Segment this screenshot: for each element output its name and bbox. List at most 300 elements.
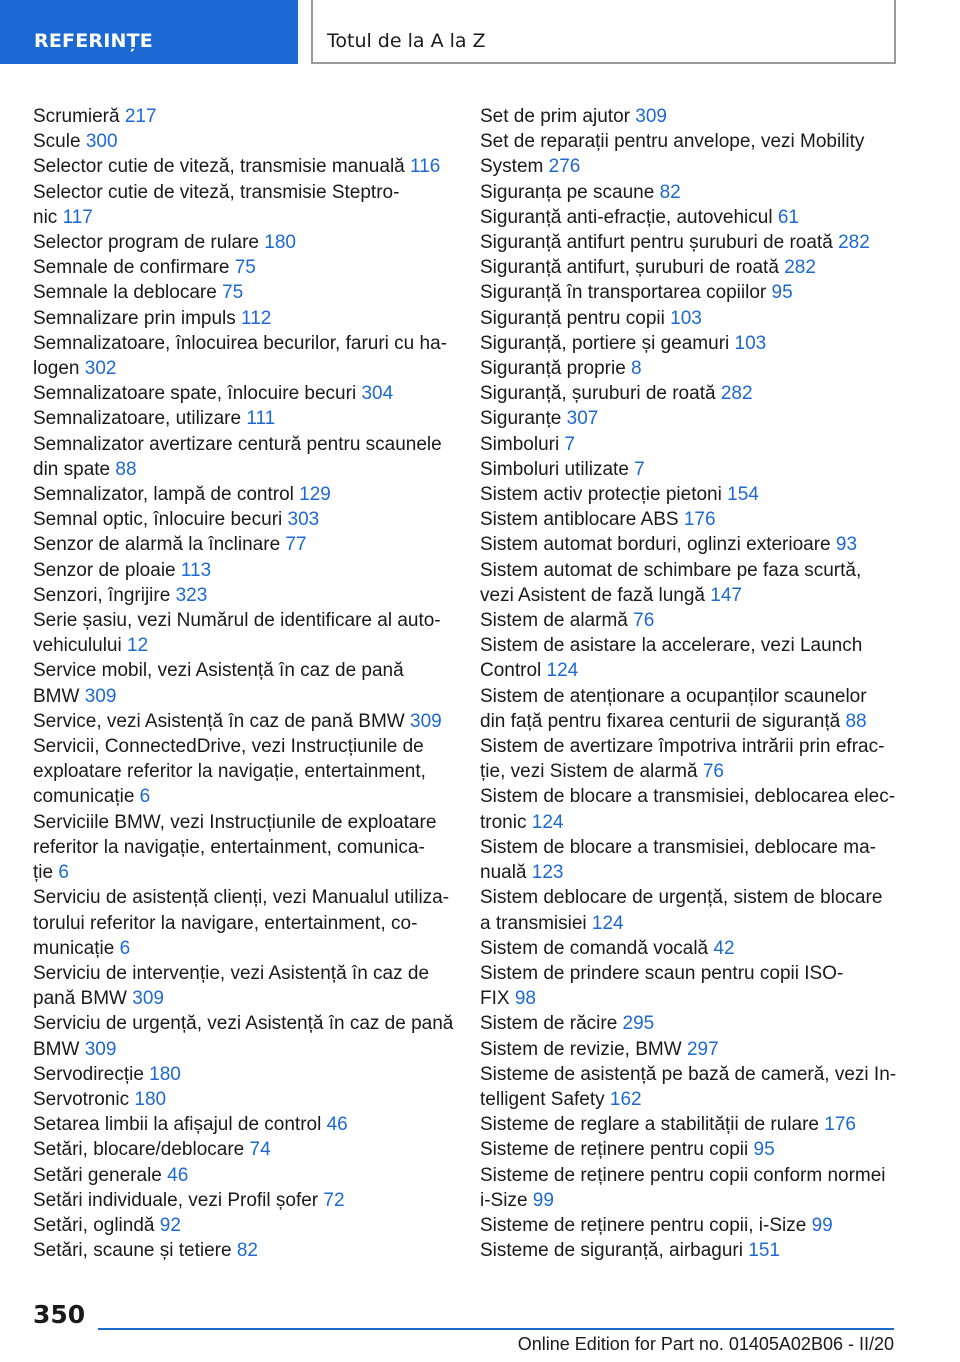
index-entry-line	[480, 1238, 900, 1263]
index-entry-line	[480, 432, 900, 457]
page-reference-link[interactable]: 282	[720, 383, 753, 405]
page-reference-link[interactable]: 6	[58, 862, 69, 884]
index-entry	[33, 558, 453, 583]
page-reference-link[interactable]: 176	[824, 1114, 856, 1136]
index-entry-text: vezi Asistent de fază lungă	[480, 584, 711, 606]
index-entry-line	[33, 406, 453, 431]
index-entry-text: nic	[33, 206, 63, 228]
index-entry	[33, 331, 453, 381]
index-entry	[480, 684, 900, 734]
index-entry-line	[33, 154, 453, 179]
index-entry-line	[33, 583, 453, 608]
index-entry	[480, 230, 900, 255]
index-entry-text: Sistem de asistare la accelerare, vezi Launch	[480, 635, 863, 657]
index-entry-text: Siguranță pentru copii	[480, 307, 671, 329]
index-entry-line	[480, 104, 900, 129]
index-entry	[480, 1163, 900, 1213]
index-entry-text: Sistem de atenționare a ocupanților scaunelor	[480, 685, 867, 707]
page-reference-link[interactable]: 276	[548, 156, 581, 178]
index-entry-line	[33, 532, 453, 557]
index-entry-text: Sistem de comandă vocală	[480, 937, 714, 959]
index-entry-text: Senzori, îngrijire	[33, 584, 176, 606]
page-reference-link[interactable]: 61	[777, 206, 799, 228]
index-entry-text: comunicație	[33, 786, 140, 808]
footer-divider	[98, 1328, 894, 1330]
index-entry-line	[480, 583, 900, 608]
index-entry-text: Siguranță în transportarea copiilor	[480, 282, 772, 304]
index-entry	[33, 230, 453, 255]
index-entry-line	[33, 961, 453, 986]
index-entry	[480, 381, 900, 406]
index-entry	[33, 1238, 453, 1263]
index-entry	[480, 432, 900, 457]
index-entry-text: a transmisiei	[480, 912, 592, 934]
index-entry	[480, 205, 900, 230]
index-entry-line	[33, 180, 453, 205]
index-entry-text: Simboluri utilizate	[480, 458, 635, 480]
index-entry	[480, 936, 900, 961]
page-reference-link[interactable]: 103	[734, 332, 767, 354]
page-reference-link[interactable]: 176	[683, 509, 716, 531]
index-entry-text: ție	[33, 862, 59, 884]
index-entry-text: Sisteme de reținere pentru copii conform normei	[480, 1164, 886, 1186]
index-entry-line	[480, 608, 900, 633]
index-entry-text: din spate	[33, 458, 116, 480]
index-entry-text: Setări individuale, vezi Profil șofer	[33, 1189, 324, 1211]
index-entry	[480, 457, 900, 482]
index-entry	[33, 885, 453, 961]
index-entry-text: i-Size	[480, 1189, 533, 1211]
page-reference-link[interactable]: 92	[159, 1214, 181, 1236]
index-entry-text: Siguranțe	[480, 408, 567, 430]
page-reference-link[interactable]: 113	[180, 559, 212, 581]
index-entry-text: Siguranță anti-efracție, autovehicul	[480, 206, 778, 228]
index-entry	[33, 255, 453, 280]
index-entry-text: Set de prim ajutor	[480, 106, 636, 127]
index-entry-line	[480, 759, 900, 784]
page-reference-link[interactable]: 309	[635, 106, 667, 127]
index-entry-line	[33, 835, 453, 860]
index-entry	[33, 1112, 453, 1137]
index-entry-text: Setări, blocare/deblocare	[33, 1139, 250, 1161]
index-entry	[33, 482, 453, 507]
index-entry-line	[33, 1087, 453, 1112]
index-entry-line	[33, 810, 453, 835]
index-entry-text: Selector cutie de viteză, transmisie manuală	[33, 156, 411, 178]
index-entry-line	[33, 633, 453, 658]
page-reference-link[interactable]: 323	[175, 584, 208, 606]
index-entry	[480, 1112, 900, 1137]
index-entry-line	[33, 230, 453, 255]
index-entry	[480, 482, 900, 507]
index-entry-text: Semnal optic, înlocuire becuri	[33, 509, 288, 531]
index-entry-text: Simboluri	[480, 433, 565, 455]
page-reference-link[interactable]: 77	[285, 534, 307, 556]
index-entry-text: logen	[33, 358, 85, 380]
index-entry-line	[480, 885, 900, 910]
index-entry-line	[480, 205, 900, 230]
index-entry	[480, 356, 900, 381]
index-entry-line	[480, 406, 900, 431]
index-entry	[480, 608, 900, 633]
index-entry	[33, 381, 453, 406]
index-entry-text: Setări, oglindă	[33, 1214, 160, 1236]
page-reference-link[interactable]: 309	[84, 1038, 117, 1060]
page-reference-link[interactable]: 303	[287, 509, 320, 531]
index-entry-line	[480, 180, 900, 205]
index-entry-text: Sistem antiblocare ABS	[480, 509, 684, 531]
index-entry-text: Serviciu de asistență clienți, vezi Manualul utiliza-	[33, 887, 450, 909]
page-reference-link[interactable]: 111	[246, 408, 276, 430]
page-reference-link[interactable]: 295	[622, 1013, 655, 1035]
index-entry-text: Control	[480, 660, 547, 682]
index-entry-line	[33, 381, 453, 406]
index-entry-text: Setarea limbii la afișajul de control	[33, 1114, 327, 1136]
page-reference-link[interactable]: 46	[167, 1164, 189, 1186]
index-entry-line	[480, 633, 900, 658]
index-entry	[33, 1188, 453, 1213]
index-entry-line	[480, 482, 900, 507]
index-entry	[480, 1037, 900, 1062]
index-entry-text: Sisteme de asistență pe bază de cameră, vezi In-	[480, 1063, 897, 1085]
index-entry-text: Semnalizator avertizare centură pentru scaunele	[33, 433, 442, 455]
index-entry-text: Semnale la deblocare	[33, 282, 223, 304]
page-reference-link[interactable]: 99	[532, 1189, 554, 1211]
header-title-box	[311, 0, 896, 64]
index-entry	[480, 104, 900, 129]
page-reference-link[interactable]: 151	[748, 1240, 780, 1262]
index-entry-line	[480, 1087, 900, 1112]
index-entry-line	[480, 1137, 900, 1162]
page-reference-link[interactable]: 95	[753, 1139, 775, 1161]
index-entry-line	[33, 356, 453, 381]
index-entry-line	[480, 154, 900, 179]
page-reference-link[interactable]: 217	[124, 106, 157, 127]
index-entry	[33, 583, 453, 608]
index-entry-line	[480, 709, 900, 734]
index-entry-line	[480, 532, 900, 557]
index-entry	[480, 1062, 900, 1112]
index-column-left	[33, 104, 453, 1263]
index-entry-text: Sistem activ protecție pietoni	[480, 484, 728, 506]
page-reference-link[interactable]: 282	[838, 232, 870, 254]
index-entry	[33, 658, 453, 708]
index-entry-line	[480, 911, 900, 936]
index-entry-text: Senzor de ploaie	[33, 559, 181, 581]
index-entry	[33, 280, 453, 305]
index-entry-text: Siguranță antifurt pentru șuruburi de roată	[480, 232, 839, 254]
page-reference-link[interactable]: 72	[323, 1189, 345, 1211]
page-reference-link[interactable]: 93	[835, 534, 858, 556]
index-entry-line	[480, 658, 900, 683]
page-reference-link[interactable]: 8	[631, 358, 642, 380]
page-reference-link[interactable]: 82	[659, 181, 681, 203]
page-reference-link[interactable]: 124	[546, 660, 579, 682]
page-reference-link[interactable]: 309	[132, 988, 164, 1010]
index-entry-line	[33, 255, 453, 280]
index-entry-text: exploatare referitor la navigație, entertainment,	[33, 761, 426, 783]
index-entry-line	[480, 1112, 900, 1137]
index-entry	[33, 1163, 453, 1188]
page-number: 350	[33, 1300, 86, 1329]
page-reference-link[interactable]: 304	[361, 383, 394, 405]
index-entry-text: Service mobil, vezi Asistență în caz de pană	[33, 660, 404, 682]
page-reference-link[interactable]: 6	[119, 937, 131, 959]
index-entry	[480, 280, 900, 305]
page-reference-link[interactable]: 309	[410, 710, 442, 732]
index-entry-text: Sisteme de siguranță, airbaguri	[480, 1240, 749, 1262]
footer-edition	[282, 1334, 894, 1355]
index-entry-text: Sistem de răcire	[480, 1013, 623, 1035]
page-reference-link[interactable]: 112	[241, 307, 272, 329]
page-reference-link[interactable]: 74	[249, 1139, 271, 1161]
index-entry	[33, 306, 453, 331]
index-entry-text: Scule	[33, 131, 86, 153]
index-entry	[480, 961, 900, 1011]
index-entry-line	[33, 104, 453, 129]
index-entry-text: vehiculului	[33, 635, 127, 657]
index-entry	[480, 633, 900, 683]
page-reference-link[interactable]: 7	[564, 433, 576, 455]
index-entry-text: Sistem de revizie, BMW	[480, 1038, 687, 1060]
index-entry	[33, 810, 453, 886]
index-entry	[480, 180, 900, 205]
index-entry-line	[33, 507, 453, 532]
index-entry-line	[33, 280, 453, 305]
index-entry-text: Sistem de blocare a transmisiei, deblocarea elec-	[480, 786, 896, 808]
index-entry-line	[480, 810, 900, 835]
index-entry-text: Scrumieră	[33, 106, 125, 127]
index-entry-line	[33, 457, 453, 482]
index-entry	[480, 532, 900, 557]
index-entry-line	[33, 911, 453, 936]
page-reference-link[interactable]: 124	[591, 912, 624, 934]
index-entry	[480, 406, 900, 431]
index-entry	[33, 1137, 453, 1162]
page-reference-link[interactable]: 76	[702, 761, 724, 783]
index-entry-text: Selector cutie de viteză, transmisie Steptro-	[33, 181, 400, 203]
index-entry	[33, 129, 453, 154]
index-entry-line	[480, 1062, 900, 1087]
index-entry-text: Siguranță, șuruburi de roată	[480, 383, 721, 405]
index-column-right	[480, 104, 900, 1263]
index-entry-text: din față pentru fixarea centurii de siguranță	[480, 710, 846, 732]
index-entry-text: System	[480, 156, 549, 178]
index-entry-line	[480, 961, 900, 986]
index-entry-text: municație	[33, 937, 120, 959]
index-entry-line	[480, 986, 900, 1011]
page-reference-link[interactable]: 98	[514, 988, 536, 1010]
page-reference-link[interactable]: 282	[784, 257, 816, 279]
page-reference-link[interactable]: 180	[264, 232, 296, 254]
page-reference-link[interactable]: 75	[222, 282, 244, 304]
index-entry-line	[33, 1037, 453, 1062]
index-entry-line	[33, 860, 453, 885]
index-entry-text: Service, vezi Asistență în caz de pană BMW	[33, 710, 411, 732]
index-entry-text: Semnalizare prin impuls	[33, 307, 242, 329]
index-entry-line	[33, 1163, 453, 1188]
index-entry-text: nuală	[480, 862, 532, 884]
page-reference-link[interactable]: 302	[84, 358, 117, 380]
index-entry	[480, 1011, 900, 1036]
page-reference-link[interactable]: 88	[115, 458, 137, 480]
index-entry-line	[480, 784, 900, 809]
page-reference-link[interactable]: 42	[713, 937, 735, 959]
index-entry-text: Serviciu de urgență, vezi Asistență în caz de pană	[33, 1013, 454, 1035]
index-entry	[480, 885, 900, 935]
index-entry-line	[480, 1163, 900, 1188]
index-entry	[33, 961, 453, 1011]
index-entry-text: Serie șasiu, vezi Numărul de identificare al auto-	[33, 610, 441, 632]
index-entry-text: Sisteme de reglare a stabilității de rulare	[480, 1114, 825, 1136]
page-reference-link[interactable]: 103	[670, 307, 702, 329]
index-entry-text: Senzor de alarmă la înclinare	[33, 534, 286, 556]
index-entry-line	[33, 432, 453, 457]
index-entry-line	[33, 684, 453, 709]
index-entry-text: Semnalizatoare, înlocuirea becurilor, faruri cu ha-	[33, 332, 447, 354]
section-label: REFERINȚE	[34, 30, 153, 52]
index-entry	[480, 558, 900, 608]
index-entry-line	[33, 1213, 453, 1238]
index-entry	[480, 835, 900, 885]
index-entry-line	[480, 230, 900, 255]
index-entry-line	[33, 1011, 454, 1036]
page-reference-link[interactable]: 309	[84, 685, 117, 707]
index-entry-text: Sistem de blocare a transmisiei, deblocare ma-	[480, 836, 877, 858]
page-reference-link[interactable]: 124	[531, 811, 564, 833]
page-reference-link[interactable]: 307	[566, 408, 599, 430]
index-entry-line	[33, 558, 453, 583]
index-entry-text: Set de reparații pentru anvelope, vezi Mobility	[480, 131, 865, 153]
page-reference-link[interactable]: 123	[531, 862, 564, 884]
index-entry-text: Setări, scaune și tetiere	[33, 1240, 237, 1262]
index-entry-line	[33, 1238, 453, 1263]
index-entry-text: Servotronic	[33, 1088, 135, 1110]
edition-text: Online Edition for Part no. 01405A02B06 - II/20	[517, 1334, 894, 1354]
index-entry-line	[33, 734, 453, 759]
index-entry	[33, 1213, 453, 1238]
index-entry-line	[480, 280, 900, 305]
index-entry	[480, 255, 900, 280]
index-entry	[33, 734, 453, 810]
page-reference-link[interactable]: 180	[149, 1063, 181, 1085]
index-entry-text: Serviciu de intervenție, vezi Asistență în caz de	[33, 962, 430, 984]
index-entry-text: Siguranță antifurt, șuruburi de roată	[480, 257, 785, 279]
index-entry-line	[480, 835, 900, 860]
page-reference-link[interactable]: 7	[634, 458, 645, 480]
index-entry-text: Semnalizator, lampă de control	[33, 484, 300, 506]
index-entry	[480, 507, 900, 532]
page-reference-link[interactable]: 99	[811, 1214, 833, 1236]
index-entry-line	[33, 1137, 453, 1162]
index-entry-text: referitor la navigație, entertainment, comunica-	[33, 836, 425, 858]
index-entry	[33, 432, 453, 482]
index-entry	[33, 532, 453, 557]
index-entry	[33, 104, 453, 129]
index-entry	[480, 734, 900, 784]
index-entry-text: Sistem de prindere scaun pentru copii ISO-	[480, 962, 844, 984]
index-entry-line	[480, 129, 900, 154]
index-entry-line	[480, 255, 900, 280]
index-entry-text: Sisteme de reținere pentru copii, i-Size	[480, 1214, 812, 1236]
index-entry	[33, 154, 453, 179]
index-entry-line	[33, 784, 453, 809]
index-entry-line	[480, 936, 900, 961]
page-reference-link[interactable]: 76	[633, 610, 655, 632]
index-entry	[33, 180, 453, 230]
index-entry-text: torului referitor la navigare, entertainment, co-	[33, 912, 418, 934]
page-reference-link[interactable]: 300	[85, 131, 118, 153]
index-entry-text: pană BMW	[33, 988, 133, 1010]
index-entry	[33, 1087, 453, 1112]
index-entry-line	[33, 1188, 453, 1213]
index-entry-line	[480, 558, 900, 583]
page-reference-link[interactable]: 88	[845, 710, 867, 732]
index-entry-line	[33, 306, 453, 331]
index-entry-line	[33, 885, 453, 910]
index-entry-text: Setări generale	[33, 1164, 168, 1186]
index-entry-line	[33, 759, 453, 784]
index-entry-text: Semnalizatoare, utilizare	[33, 408, 247, 430]
page-reference-link[interactable]: 154	[727, 484, 759, 506]
index-entry	[33, 608, 453, 658]
index-entry-line	[480, 306, 900, 331]
index-entry	[480, 1213, 900, 1238]
index-entry	[480, 1137, 900, 1162]
index-entry-line	[33, 936, 453, 961]
index-entry-text: Siguranță, portiere și geamuri	[480, 332, 735, 354]
page-reference-link[interactable]: 75	[234, 257, 256, 279]
page-reference-link[interactable]: 147	[710, 584, 742, 606]
index-entry-text: Servicii, ConnectedDrive, vezi Instrucțiunile de	[33, 736, 424, 758]
index-entry	[33, 1011, 453, 1061]
index-entry-text: telligent Safety	[480, 1088, 610, 1110]
page-reference-link[interactable]: 6	[139, 786, 151, 808]
index-entry-line	[480, 356, 900, 381]
page-reference-link[interactable]: 117	[62, 206, 93, 228]
index-entry-line	[33, 709, 453, 734]
page-reference-link[interactable]: 129	[299, 484, 331, 506]
index-entry-line	[480, 331, 900, 356]
index-entry-line	[480, 1213, 900, 1238]
index-entry-line	[480, 1011, 900, 1036]
index-entry-line	[480, 734, 900, 759]
index-entry-text: Sistem deblocare de urgență, sistem de blocare	[480, 887, 883, 909]
page-reference-link[interactable]: 180	[134, 1088, 167, 1110]
page-title: Totul de la A la Z	[327, 30, 486, 52]
page-reference-link[interactable]: 297	[686, 1038, 719, 1060]
page-reference-link[interactable]: 46	[326, 1114, 348, 1136]
page-reference-link[interactable]: 162	[609, 1088, 642, 1110]
index-entry	[480, 129, 900, 179]
index-entry-text: Semnalizatoare spate, înlocuire becuri	[33, 383, 362, 405]
index-entry-text: Selector program de rulare	[33, 232, 265, 254]
page-reference-link[interactable]: 12	[127, 635, 149, 657]
page-reference-link[interactable]: 82	[236, 1240, 258, 1262]
index-entry-line	[480, 457, 900, 482]
index-entry-line	[33, 658, 453, 683]
index-entry-line	[480, 860, 900, 885]
index-entry-text: Sistem automat borduri, oglinzi exterioare	[480, 534, 836, 556]
index-entry	[33, 709, 453, 734]
index-entry	[480, 1238, 900, 1263]
index-entry	[33, 406, 453, 431]
index-entry	[33, 507, 453, 532]
index-entry-text: Semnale de confirmare	[33, 257, 235, 279]
page-reference-link[interactable]: 95	[771, 282, 793, 304]
index-entry-line	[33, 986, 453, 1011]
page-reference-link[interactable]: 116	[410, 156, 441, 178]
